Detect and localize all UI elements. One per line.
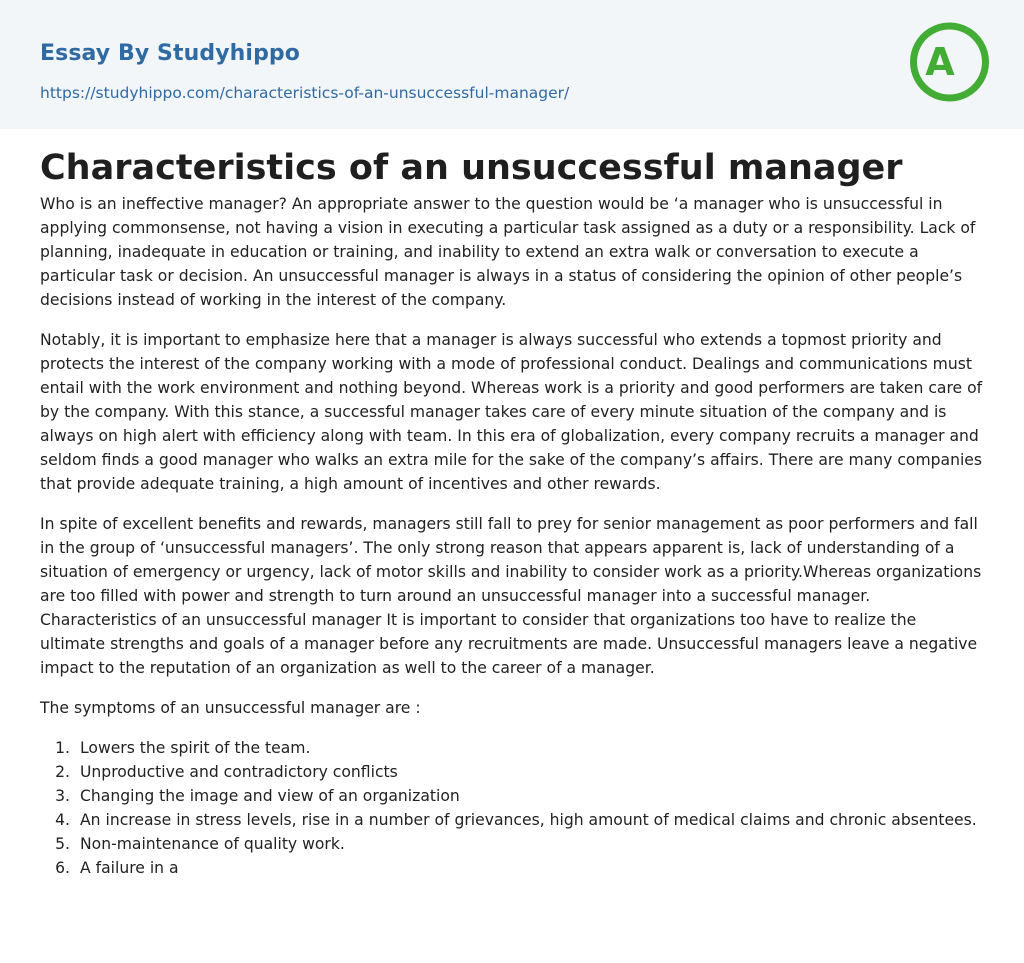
- list-item: [40, 760, 984, 784]
- article-title: Characteristics of an unsuccessful manager: [40, 148, 903, 188]
- article-url-link[interactable]: https://studyhippo.com/characteristics-of-an-unsuccessful-manager/: [40, 84, 570, 102]
- list-text: Unproductive and contradictory conflicts: [80, 763, 398, 781]
- article-body: [0, 129, 1024, 880]
- paragraph-3: In spite of excellent benefits and rewards, managers still fall to prey for senior management as poor performers and fall in the group of ‘unsuccessful managers’. The only strong reason that appears apparent is, lack of understanding of a situation of emergency or urgency, lack of motor skills and inability to consider work as a priority.Whereas organizations are too filled with power and strength to turn around an unsuccessful manager into a successful manager. Characteristics of an unsuccessful manager It is important to consider that organizations too have to realize the ultimate strengths and goals of a manager before any recruitments are made. Unsuccessful managers leave a negative impact to the reputation of an organization as well to the career of a manager.: [40, 515, 982, 677]
- list-text: Lowers the spirit of the team.: [80, 739, 311, 757]
- site-header: [0, 0, 1024, 129]
- list-text: A failure in a: [80, 859, 179, 877]
- list-item: [40, 736, 984, 760]
- list-item: [40, 808, 984, 832]
- studyhippo-logo-icon[interactable]: [904, 18, 990, 106]
- symptoms-intro: The symptoms of an unsuccessful manager are :: [40, 699, 421, 717]
- list-number: 2.: [55, 763, 70, 781]
- list-number: 4.: [55, 811, 70, 829]
- list-text: An increase in stress levels, rise in a number of grievances, high amount of medical claims and chronic absentees.: [80, 811, 977, 829]
- symptoms-list: [40, 736, 984, 880]
- list-text: Changing the image and view of an organization: [80, 787, 460, 805]
- paragraph-1: Who is an ineffective manager? An appropriate answer to the question would be ‘a manager who is unsuccessful in applying commonsense, not having a vision in executing a particular task assigned as a duty or a responsibility. Lack of planning, inadequate in education or training, and inability to extend an extra walk or conversation to execute a particular task or decision. An unsuccessful manager is always in a status of considering the opinion of other people’s decisions instead of working in the interest of the company.: [40, 195, 976, 309]
- list-item: [40, 856, 984, 880]
- list-text: Non-maintenance of quality work.: [80, 835, 345, 853]
- list-number: 6.: [55, 859, 70, 877]
- list-number: 5.: [55, 835, 70, 853]
- list-number: 1.: [55, 739, 70, 757]
- logo-letter: A: [925, 40, 955, 84]
- brand-title: Essay By Studyhippo: [40, 41, 300, 66]
- list-number: 3.: [55, 787, 70, 805]
- list-item: [40, 784, 984, 808]
- paragraph-2: Notably, it is important to emphasize here that a manager is always successful who extends a topmost priority and protects the interest of the company working with a mode of professional conduct. Dealings and communications must entail with the work environment and nothing beyond. Whereas work is a priority and good performers are taken care of by the company. With this stance, a successful manager takes care of every minute situation of the company and is always on high alert with efficiency along with team. In this era of globalization, every company recruits a manager and seldom finds a good manager who walks an extra mile for the sake of the company’s affairs. There are many companies that provide adequate training, a high amount of incentives and other rewards.: [40, 331, 983, 493]
- list-item: [40, 832, 984, 856]
